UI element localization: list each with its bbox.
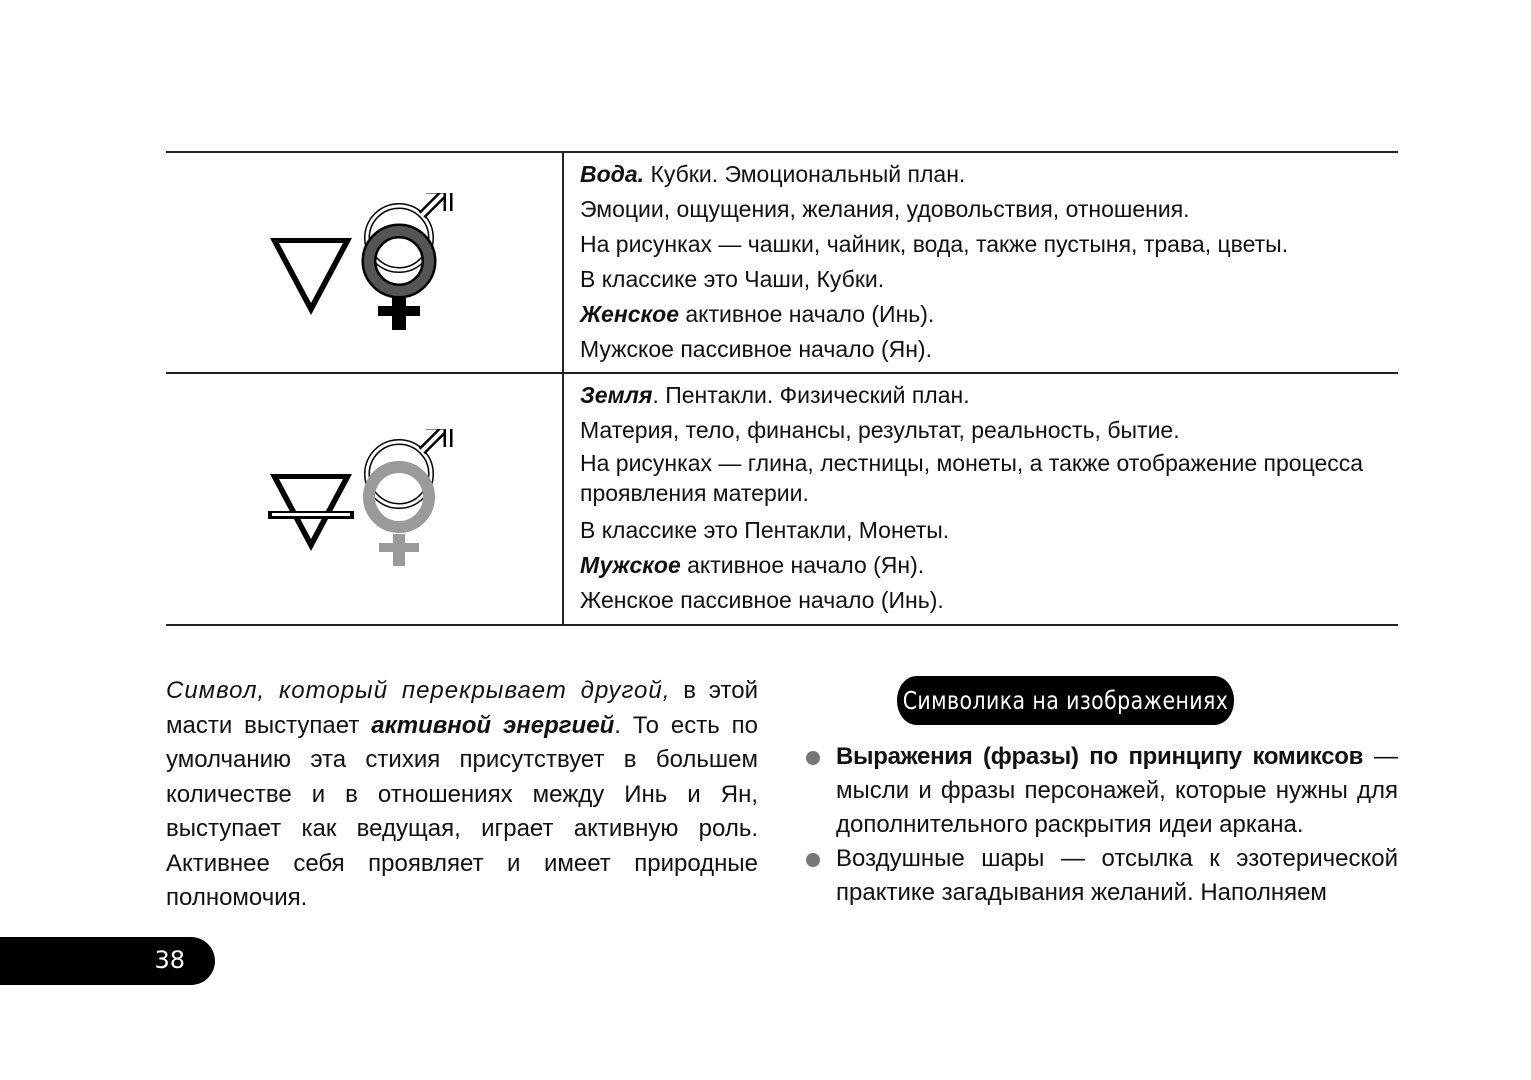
- element-classic-line: В классике это Пентакли, Монеты.: [580, 517, 950, 543]
- earth-gender-icons: [266, 429, 466, 569]
- element-active-line: Мужское активное начало (Ян).: [580, 552, 925, 578]
- icon-cell-water: [166, 153, 564, 372]
- element-pictures-line: На рисунках — глина, лестницы, монеты, а также отображение процесса проявления материи.: [580, 450, 1364, 506]
- water-element-icon: [270, 238, 352, 315]
- element-passive-line: Мужское пассивное начало (Ян).: [580, 336, 932, 362]
- list-item: Выражения (фразы) по принципу комиксов — мысли и фразы персонажей, которые нужны для дополнительного раскрытия идеи аркана.: [806, 740, 1398, 842]
- bullet-dot-icon: [806, 853, 820, 867]
- element-meaning-line: Материя, тело, финансы, результат, реальность, бытие.: [580, 417, 1180, 443]
- page-number: 38: [154, 946, 185, 974]
- element-passive-line: Женское пассивное начало (Инь).: [580, 587, 944, 613]
- elements-table: [166, 151, 1398, 626]
- body-paragraph: Символ, который перекрывает другой, в этой масти выступает активной энергией. То есть по умолчанию эта стихия присутствует в большем количестве и в отношениях между Инь и Ян, выступает как ведущая, играет активную роль. Активнее себя проявляет и имеет природные полномочия.: [166, 677, 758, 911]
- icon-cell-earth: [166, 374, 564, 624]
- text-cell-water: [564, 153, 1398, 372]
- element-meaning-line: Эмоции, ощущения, желания, удовольствия, отношения.: [580, 196, 1190, 222]
- female-symbol-icon: [369, 467, 429, 566]
- bullet-list: [806, 740, 1398, 910]
- element-classic-line: В классике это Чаши, Кубки.: [580, 266, 885, 292]
- bullet-dot-icon: [806, 751, 820, 765]
- table-row-water: [166, 153, 1398, 374]
- element-active-line: Женское активное начало (Инь).: [580, 301, 935, 327]
- page-number-tab: [0, 937, 215, 985]
- earth-element-icon: [268, 474, 354, 551]
- text-cell-earth: [564, 374, 1398, 624]
- list-item: Воздушные шары — отсылка к эзотерической практике загадывания желаний. Наполняем: [806, 842, 1398, 910]
- element-pictures-line: На рисунках — чашки, чайник, вода, также пустыня, трава, цветы.: [580, 231, 1289, 257]
- element-title-line: Земля. Пентакли. Физический план.: [580, 382, 970, 408]
- female-symbol-icon: [369, 231, 429, 330]
- element-title-line: Вода. Кубки. Эмоциональный план.: [580, 161, 966, 187]
- section-title: Символика на изображениях: [897, 676, 1234, 725]
- table-row-earth: [166, 374, 1398, 626]
- water-gender-icons: [266, 193, 466, 333]
